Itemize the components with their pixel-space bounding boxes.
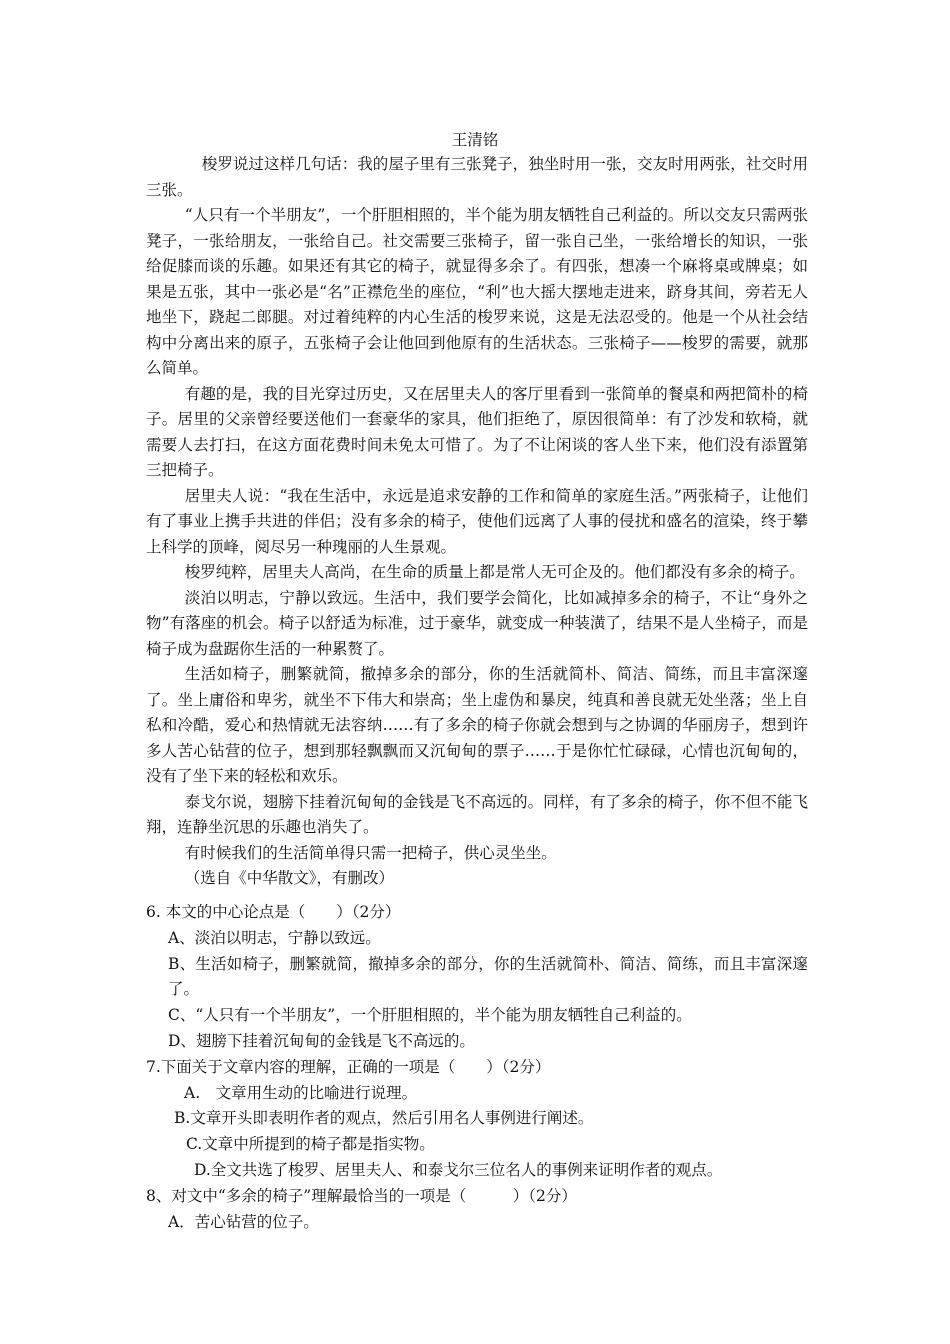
author-name: 王清铭 — [451, 131, 499, 149]
paragraph: “人只有一个半朋友”，一个肝胆相照的，半个能为朋友牺牲自己利益的。所以交友只需两张凳子，一张给朋友，一张给自己。社交需要三张椅子，留一张自己坐，一张给增长的知识，一张给促膝而谈的乐趣。如果还有其它的椅子，就显得多余了。有四张，想凑一个麻将桌或牌桌；如果是五张，其中一张必是“名”正襟危坐的座位，“利”也大摇大摆地走进来，跻身其间，旁若无人地坐下，跷起二郎腿。对过着纯粹的内心生活的梭罗来说，这是无法忍受的。他是一个从社会结构中分离出来的原子，五张椅子会让他回到他原有的生活状态。三张椅子——梭罗的需要，就那么简单。 — [146, 206, 808, 377]
paragraph: 有趣的是，我的目光穿过历史，又在居里夫人的客厅里看到一张简单的餐桌和两把简朴的椅子。居里的父亲曾经要送他们一套豪华的家具，他们拒绝了，原因很简单：有了沙发和软椅，就需要人去打扫，在这方面花费时间未免太可惜了。为了不让闲谈的客人坐下来，他们没有添置第三把椅子。 — [146, 384, 808, 479]
question-7-stem: 7.下面关于文章内容的理解，正确的一项是（ ）（2分） — [146, 1057, 551, 1076]
question-7-option-c: C.文章中所提到的椅子都是指实物。 — [186, 1135, 435, 1154]
question-7-option-a: A. 文章用生动的比喻进行说理。 — [184, 1083, 418, 1102]
question-section — [146, 900, 808, 1235]
question-7-option-b: B.文章开头即表明作者的观点，然后引用名人事例进行阐述。 — [174, 1109, 594, 1128]
question-6-stem: 6. 本文的中心论点是（ ）（2分） — [146, 903, 401, 921]
question-6-option-b: B、生活如椅子，删繁就简，撤掉多余的部分，你的生活就简朴、简洁、简练，而且丰富深邃了。 — [168, 954, 808, 999]
paragraph: 居里夫人说：“我在生活中，永远是追求安静的工作和简单的家庭生活。”两张椅子，让他们有了事业上携手共进的伴侣；没有多余的椅子，使他们远离了人事的侵扰和盛名的渲染，终于攀上科学的顶峰，阅尽另一种瑰丽的人生景观。 — [146, 486, 808, 556]
paragraph: 淡泊以明志，宁静以致远。生活中，我们要学会简化，比如减掉多余的椅子，不让“身外之物”有落座的机会。椅子以舒适为标准，过于豪华，就变成一种装潢了，结果不是人坐椅子，而是椅子成为盘踞你生活的一种累赘了。 — [146, 588, 808, 658]
paragraph: 梭罗纯粹，居里夫人高尚，在生命的质量上都是常人无可企及的。他们都没有多余的椅子。 — [184, 563, 805, 581]
source-citation: （选自《中华散文》，有删改） — [184, 869, 395, 887]
paragraph: 生活如椅子，删繁就简，撤掉多余的部分，你的生活就简朴、简洁、简练，而且丰富深邃了。坐上庸俗和卑劣，就坐不下伟大和崇高；坐上虚伪和暴戾，纯真和善良就无处坐落；坐上自私和冷酷，爱心和热情就无法容纳……有了多余的椅子你就会想到与之协调的华丽房子，想到许多人苦心钻营的位子，想到那轻飘飘而又沉甸甸的票子……于是你忙忙碌碌，心情也沉甸甸的，没有了坐下来的轻松和欢乐。 — [146, 665, 808, 785]
question-6-option-d: D、翅膀下挂着沉甸甸的金钱是飞不高远的。 — [168, 1031, 475, 1050]
paragraph: 梭罗说过这样几句话：我的屋子里有三张凳子，独坐时用一张，交友时用两张，社交时用三张。 — [146, 155, 808, 199]
article-body — [146, 152, 808, 892]
question-8-option-a: A．苦心钻营的位子。 — [168, 1212, 319, 1231]
question-6-option-c: C、“人只有一个半朋友”，一个肝胆相照的，半个能为朋友牺牲自己利益的。 — [168, 1006, 692, 1025]
question-7-option-d: D.全文共选了梭罗、居里夫人、和泰戈尔三位名人的事例来证明作者的观点。 — [194, 1160, 723, 1179]
paragraph: 泰戈尔说，翅膀下挂着沉甸甸的金钱是飞不高远的。同样，有了多余的椅子，你不但不能飞翔，连静坐沉思的乐趣也消失了。 — [146, 792, 808, 836]
question-8-stem: 8、对文中“多余的椅子”理解最恰当的一项是（ ）（2分） — [146, 1186, 577, 1205]
paragraph: 有时候我们的生活简单得只需一把椅子，供心灵坐坐。 — [184, 843, 557, 862]
question-6-option-a: A、淡泊以明志，宁静以致远。 — [168, 928, 381, 947]
